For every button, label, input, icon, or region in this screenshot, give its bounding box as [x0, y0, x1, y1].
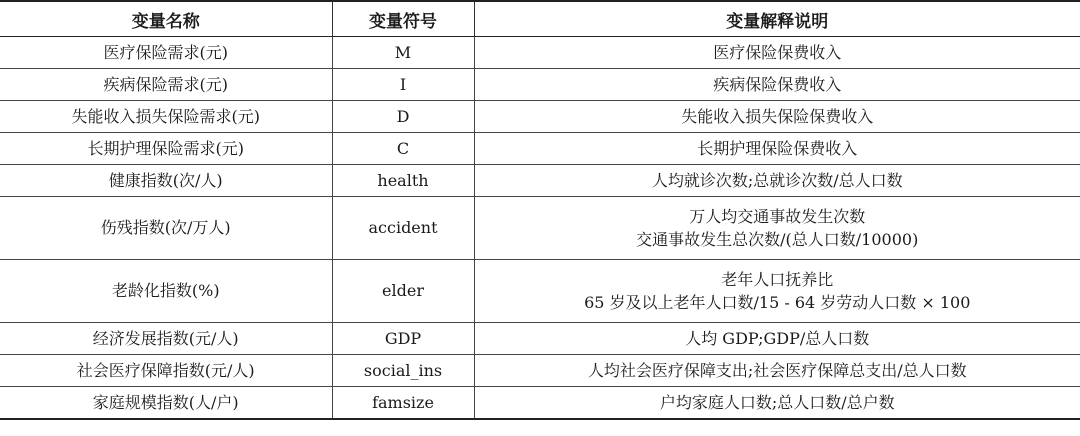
explanation-line: 疾病保险保费收入 [713, 74, 842, 94]
variable-name-cell: 社会医疗保障指数(元/人) [0, 355, 332, 387]
explanation-line: 户均家庭人口数;总人口数/总户数 [659, 392, 895, 412]
explanation-line: 人均 GDP;GDP/总人口数 [685, 328, 870, 348]
header-variable-explanation: 变量解释说明 [474, 1, 1080, 37]
table-row [0, 260, 1080, 323]
table-row [0, 37, 1080, 69]
variable-explanation-cell [474, 197, 1080, 260]
explanation-line: 交通事故发生总次数/(总人口数/10000) [636, 230, 919, 249]
variable-symbol-cell: GDP [332, 323, 474, 355]
variable-name-cell: 长期护理保险需求(元) [0, 133, 332, 165]
table-row [0, 101, 1080, 133]
variable-explanation-cell [474, 101, 1080, 133]
explanation-line: 医疗保险保费收入 [713, 42, 842, 62]
variable-name-cell: 老龄化指数(%) [0, 260, 332, 323]
explanation-line: 失能收入损失保险保费收入 [681, 106, 874, 126]
explanation-line: 老年人口抚养比 [721, 269, 834, 289]
table-row [0, 355, 1080, 387]
variable-symbol-cell: health [332, 165, 474, 197]
variable-name-cell: 健康指数(次/人) [0, 165, 332, 197]
variable-name-cell: 医疗保险需求(元) [0, 37, 332, 69]
table-header-row [0, 1, 1080, 37]
variable-symbol-cell: C [332, 133, 474, 165]
explanation-line: 人均社会医疗保障支出;社会医疗保障总支出/总人口数 [587, 360, 967, 380]
table-row [0, 133, 1080, 165]
explanation-line: 65 岁及以上老年人口数/15 - 64 岁劳动人口数 × 100 [584, 293, 971, 312]
header-variable-name: 变量名称 [0, 1, 332, 37]
variable-name-cell: 疾病保险需求(元) [0, 69, 332, 101]
table-body [0, 37, 1080, 420]
table-row [0, 387, 1080, 420]
variable-symbol-cell: accident [332, 197, 474, 260]
table-row [0, 165, 1080, 197]
variable-symbol-cell: I [332, 69, 474, 101]
table-row [0, 323, 1080, 355]
table-row [0, 197, 1080, 260]
explanation-line: 长期护理保险保费收入 [697, 138, 858, 158]
variable-explanation-cell [474, 323, 1080, 355]
variable-symbol-cell: famsize [332, 387, 474, 420]
variable-name-cell: 失能收入损失保险需求(元) [0, 101, 332, 133]
variable-explanation-cell [474, 133, 1080, 165]
variable-name-cell: 经济发展指数(元/人) [0, 323, 332, 355]
variable-explanation-cell [474, 355, 1080, 387]
variable-name-cell: 伤残指数(次/万人) [0, 197, 332, 260]
variable-explanation-cell [474, 69, 1080, 101]
variable-symbol-cell: D [332, 101, 474, 133]
variable-symbol-cell: social_ins [332, 355, 474, 387]
variable-explanation-cell [474, 165, 1080, 197]
variable-symbol-cell: M [332, 37, 474, 69]
table-row [0, 69, 1080, 101]
variable-explanation-cell [474, 260, 1080, 323]
variable-name-cell: 家庭规模指数(人/户) [0, 387, 332, 420]
variable-explanation-cell [474, 37, 1080, 69]
variable-symbol-cell: elder [332, 260, 474, 323]
header-variable-symbol: 变量符号 [332, 1, 474, 37]
variable-explanation-cell [474, 387, 1080, 420]
explanation-line: 万人均交通事故发生次数 [689, 206, 866, 226]
explanation-line: 人均就诊次数;总就诊次数/总人口数 [651, 170, 903, 190]
